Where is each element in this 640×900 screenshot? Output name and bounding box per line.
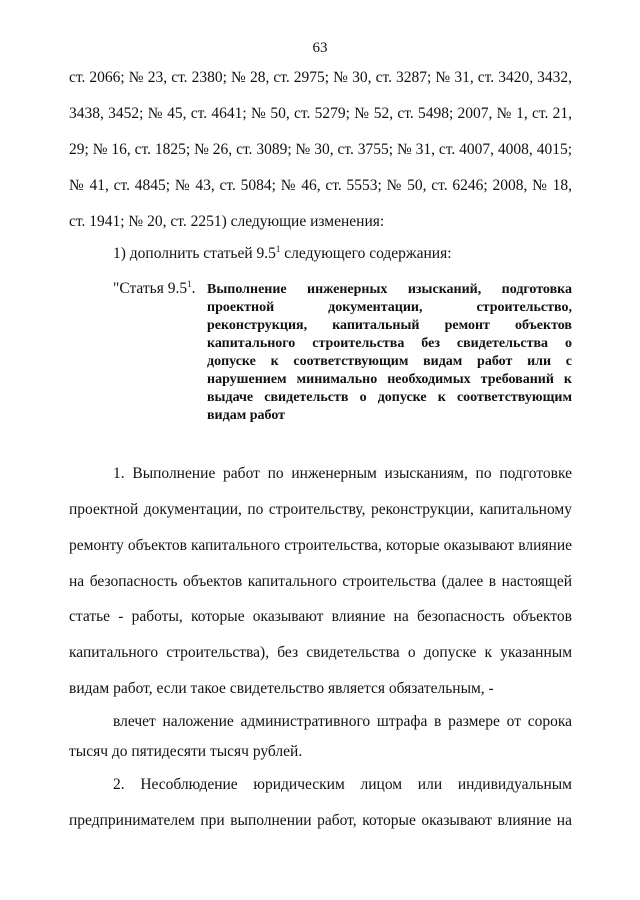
amendment-instruction: 1) дополнить статьей $9.5^1$ следующего содержания: bbox=[113, 244, 452, 262]
paragraph-2-line: 2. Несоблюдение юридическим лицом или индивидуальным bbox=[113, 776, 572, 793]
article-heading-line: выдаче свидетельств о допуске к соответствующим bbox=[207, 390, 572, 405]
paragraph-1-line: статье - работы, которые оказывают влияние на безопасность объектов bbox=[69, 608, 572, 625]
intro-line: 3438, 3452; № 45, ст. 4641; № 50, ст. 5279; № 52, ст. 5498; 2007, № 1, ст. 21, bbox=[69, 105, 572, 122]
article-heading-line: видам работ bbox=[207, 408, 286, 423]
page-number: 63 bbox=[312, 40, 328, 56]
paragraph-1-line: ремонту объектов капитального строительства, которые оказывают влияние bbox=[69, 537, 572, 554]
sanction-line: влечет наложение административного штрафа в размере от сорока bbox=[113, 713, 572, 730]
paragraph-1-line: проектной документации, по строительству, реконструкции, капитальному bbox=[69, 501, 572, 518]
article-heading-line: допуске к соответствующим видам работ или с bbox=[207, 354, 572, 369]
paragraph-1-line: на безопасность объектов капитального строительства (далее в настоящей bbox=[69, 573, 572, 590]
intro-line: ст. 1941; № 20, ст. 2251) следующие изменения: bbox=[69, 213, 385, 230]
paragraph-1-line: 1. Выполнение работ по инженерным изысканиям, по подготовке bbox=[113, 465, 572, 482]
intro-line: 29; № 16, ст. 1825; № 26, ст. 3089; № 30, ст. 3755; № 31, ст. 4007, 4008, 4015; bbox=[69, 141, 572, 158]
article-heading-line: реконструкция, капитальный ремонт объектов bbox=[207, 318, 572, 333]
article-heading-line: проектной документации, строительство, bbox=[207, 300, 572, 315]
article-heading-line: Выполнение инженерных изысканий, подготовка bbox=[207, 282, 572, 297]
sanction-line: тысяч до пятидесяти тысяч рублей. bbox=[69, 743, 303, 760]
paragraph-1-line: капитального строительства), без свидетельства о допуске к указанным bbox=[69, 644, 572, 661]
paragraph-2-line: предпринимателем при выполнении работ, которые оказывают влияние на bbox=[69, 812, 572, 829]
intro-line: ст. 2066; № 23, ст. 2380; № 28, ст. 2975; № 30, ст. 3287; № 31, ст. 3420, 3432, bbox=[69, 69, 572, 86]
paragraph-1-line: видам работ, если такое свидетельство является обязательным, - bbox=[69, 680, 494, 697]
article-heading-line: нарушением минимально необходимых требований к bbox=[207, 372, 572, 387]
article-heading-line: капитального строительства без свидетельства о bbox=[207, 336, 572, 351]
article-label: "Статья $9.5^1$. bbox=[113, 279, 196, 297]
intro-line: № 41, ст. 4845; № 43, ст. 5084; № 46, ст. 5553; № 50, ст. 6246; 2008, № 18, bbox=[69, 177, 572, 194]
